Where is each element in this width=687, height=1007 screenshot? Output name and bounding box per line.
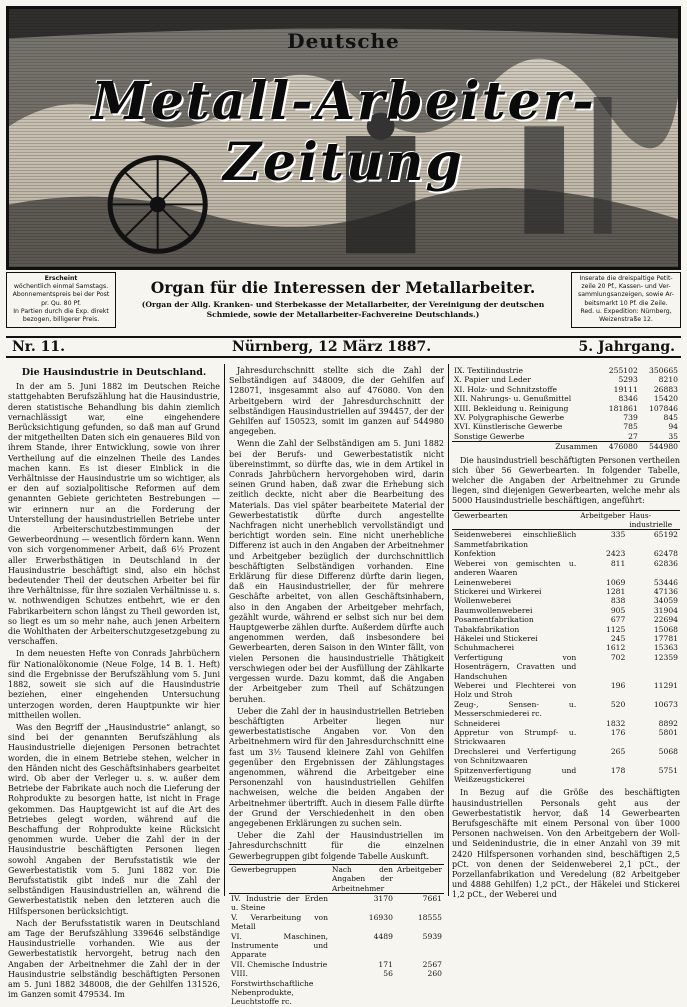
organ-title: Organ für die Interessen der Metallarbeiter. xyxy=(150,278,536,297)
table-cell: 905 xyxy=(610,605,626,615)
table-cell: 47136 xyxy=(653,586,678,596)
box-line: Red. u. Expedition: Nürnberg, xyxy=(580,307,672,315)
table-row xyxy=(452,413,680,422)
table-row xyxy=(452,596,680,605)
box-line: beitsmarkt 10 Pf. die Zeile. xyxy=(584,299,668,307)
industry-group-table xyxy=(229,864,444,1007)
issue-number: Nr. 11. xyxy=(12,339,65,355)
table-cell: 31904 xyxy=(653,605,678,615)
table-cell: 5068 xyxy=(658,746,678,756)
table-cell: 2423 xyxy=(605,549,626,559)
table-cell: 544980 xyxy=(640,442,680,452)
table-cell: 5939 xyxy=(422,931,442,941)
table-row xyxy=(229,932,444,960)
paragraph: In dem neuesten Hefte von Conrads Jahrbüchern für Nationalökonomie (Neue Folge, 14 B. 1. Heft) sind die Ergebnisse der Berufszählung vom 5. Juni 1882, soweit sie sich auf die Hausindustrie beziehen, einer eingehenden Untersuchung unterzogen worden, deren Hauptpunkte wir hier mittheilen wollen. xyxy=(8,649,220,720)
table-cell: 62836 xyxy=(653,558,678,568)
table-header: Haus-industrielle xyxy=(627,510,680,530)
table-row xyxy=(452,578,680,587)
issue-place-date: Nürnberg, 12 März 1887. xyxy=(232,339,432,355)
box-line: bezogen, billigerer Preis. xyxy=(22,316,100,324)
table-row xyxy=(452,530,680,549)
article-column-1 xyxy=(8,366,220,1000)
table-cell: Schneiderei xyxy=(454,718,501,728)
table-cell: Leinenweberei xyxy=(454,577,512,587)
table-row xyxy=(452,643,680,652)
industry-group-table-continued xyxy=(452,366,680,452)
table-row xyxy=(452,432,680,442)
box-line: In Partien durch die Exp. direkt xyxy=(13,307,109,315)
table-row xyxy=(452,559,680,578)
table-cell: 94 xyxy=(668,422,678,432)
article-column-3 xyxy=(452,366,680,900)
box-line: pr. Qu. 80 Pf. xyxy=(41,299,81,307)
table-row xyxy=(452,422,680,431)
table-cell: 62478 xyxy=(653,549,678,559)
table-cell: 15420 xyxy=(653,394,678,404)
paragraph: Wenn die Zahl der Selbständigen am 5. Juni 1882 bei der Berufs- und Gewerbestatistik nicht übereinstimmt, so dürfte das, wie in dem Artikel in Conrads Jahrbüchern hervorgehoben wird, darin seinen Grund haben, daß zwar die Erhebung sich zeitlich deckte, nicht aber die Bearbeitung des Materials. Das viel später bearbeitete Material der Gewerbestatistik dürfte durch angestellte Nachfragen nicht unerheblich vervollständigt und berichtigt worden sein. Eine nicht unerhebliche Differenz ist auch in den Angaben der Arbeitnehmer und Arbeitgeber bezüglich der durchschnittlich beschäftigten Selbständigen vorhanden. Eine Erklärung für diese Differenz dürfte darin liegen, daß ein Hausindustrieller, der für mehrere Geschäfte arbeitet, von allen Geschäftsinhabern, also in den Angaben der Arbeitgeber mehrfach, gezählt wurde, während er selbst sich nur bei dem Hauptgewerbe zählen durfte. Außerdem dürfte auch angenommen werden, daß insbesondere bei Gewerbearten, deren Saison in den Winter fällt, von vielen Personen die hausindustrielle Thätigkeit verschwiegen oder bei der Ausfüllung der Zählkarte vergessen wurde. Dazu kommt, daß die Angaben der Arbeitgeber zum Theil auf Schätzungen beruhen. xyxy=(229,439,444,704)
table-cell: 1069 xyxy=(605,577,626,587)
table-cell: X. Papier und Leder xyxy=(454,375,531,385)
table-cell: 53446 xyxy=(653,577,678,587)
table-row xyxy=(229,893,444,912)
table-cell: 677 xyxy=(610,615,626,625)
box-line: wöchentlich einmal Samstags. xyxy=(13,283,109,291)
table-row xyxy=(452,385,680,394)
table-cell: 255102 xyxy=(608,366,638,375)
table-cell: Konfektion xyxy=(454,549,496,559)
table-cell: 8892 xyxy=(658,718,678,728)
table-cell: 702 xyxy=(610,652,626,662)
table-row xyxy=(452,587,680,596)
table-header: Arbeitgeber xyxy=(395,864,444,893)
table-cell: 176 xyxy=(610,728,626,738)
table-cell: Seidenweberei einschließlich Sammetfabrikation xyxy=(454,530,577,549)
paragraph: Jahresdurchschnitt stellte sich die Zahl der Selbständigen auf 348009, die der Gehilfen auf 128071, insgesammt also auf 476080. Von den Arbeitgebern wird der Jahresdurchschnitt der selbständigen Hausindustriellen auf 394457, der der Gehilfen auf 150523, somit im ganzen auf 544980 angegeben. xyxy=(229,366,444,437)
table-cell: 22694 xyxy=(653,615,678,625)
paragraph: Ueber die Zahl der Hausindustriellen im Jahresdurchschnitt für die einzelnen Gewerbegruppen gibt folgende Tabelle Auskunft. xyxy=(229,831,444,861)
trade-types-table xyxy=(452,510,680,785)
table-sum-row xyxy=(452,442,680,452)
table-cell: Weberei von gemischten u. anderen Waaren xyxy=(454,558,577,578)
table-header: Gewerbearten xyxy=(452,510,578,530)
table-cell: 1125 xyxy=(605,624,626,634)
table-cell: 27 xyxy=(628,431,638,441)
table-cell: XV. Polygraphische Gewerbe xyxy=(454,413,565,423)
table-cell: 838 xyxy=(610,596,626,606)
table-row xyxy=(229,969,444,1007)
table-row xyxy=(452,747,680,766)
table-cell: 260 xyxy=(427,969,442,979)
table-row xyxy=(452,728,680,747)
column-rule xyxy=(224,364,225,896)
table-cell: XVI. Künstlerische Gewerbe xyxy=(454,422,563,432)
table-row xyxy=(452,719,680,728)
table-cell: XI. Holz- und Schnitzstoffe xyxy=(454,384,558,394)
table-cell: 19111 xyxy=(613,384,638,394)
table-cell: 16930 xyxy=(368,912,393,922)
table-cell: Verfertigung von Hosenträgern, Cravatten und Handschuhen xyxy=(454,652,577,681)
table-row xyxy=(452,615,680,624)
box-line: zeile 20 Pf., Kassen- und Ver- xyxy=(581,283,671,291)
table-cell: 5293 xyxy=(618,375,638,385)
box-line: Abonnementspreis bei der Post xyxy=(12,291,110,299)
table-cell: XIII. Bekleidung u. Reinigung xyxy=(454,403,569,413)
table-cell: Baumwollenweberei xyxy=(454,605,533,615)
subscription-box xyxy=(6,272,116,328)
table-row xyxy=(452,766,680,785)
table-cell: V. Verarbeitung von Metall xyxy=(231,912,329,932)
table-cell: Stickerei und Wirkerei xyxy=(454,586,542,596)
table-row xyxy=(452,625,680,634)
table-row xyxy=(452,366,680,375)
table-cell: 811 xyxy=(610,558,626,568)
table-cell: 15068 xyxy=(653,624,678,634)
table-cell: 8210 xyxy=(658,375,678,385)
table-row xyxy=(452,375,680,384)
table-cell: 1612 xyxy=(605,643,626,653)
paragraph: In Bezug auf die Größe des beschäftigten hausindustriellen Personals geht aus der Gewerbestatistik hervor, daß 14 Gewerbearten Berufsgeschäfte mit einem Personal von über 1000 Personen nachweisen. Von den Arbeitgebern der Woll- und Seidenindustrie, die in einer Anzahl von 39 mit 2420 Hilfspersonen vorhanden sind, beschäftigen 2,5 pCt. von denen der Seidenweberei 2,1 pCt., der Porzellanfabrikation und Veredelung (82 Arbeitgeber und 4888 Gehilfen) 1,2 pCt., der Häkelei und Stickerei 1,2 pCt., der Weberei und xyxy=(452,788,680,900)
table-cell: 8346 xyxy=(618,394,638,404)
table-cell: VII. Chemische Industrie xyxy=(231,959,328,969)
table-row xyxy=(452,634,680,643)
paragraph: Nach der Berufsstatistik waren in Deutschland am Tage der Berufszählung 339646 selbständige Hausindustrielle vorhanden. Wie aus der Gewerbestatistik hervorgeht, betrug nach den Angaben der Arbeitnehmer die Zahl der in der Hausindustrie selbständig beschäftigten Personen am 5. Juni 1882 348008, die der Gehilfen 131526, im Ganzen somit 479534. Im xyxy=(8,918,220,1000)
table-row xyxy=(452,681,680,700)
table-cell: 10673 xyxy=(653,699,678,709)
box-line: Weizenstraße 12. xyxy=(599,316,653,324)
table-cell: Posamentfabrikation xyxy=(454,615,534,625)
table-cell: 335 xyxy=(610,530,626,540)
table-cell: Appretur von Strumpf- u. Strickwaaren xyxy=(454,728,577,747)
table-cell: 178 xyxy=(610,765,626,775)
advert-rates-box xyxy=(571,272,681,328)
table-header: Nach den Angaben der Arbeitnehmer xyxy=(332,864,393,893)
table-cell: Weberei und Flechterei von Holz und Stroh xyxy=(454,680,577,700)
table-cell: Drechslerei und Verfertigung von Schnitzwaaren xyxy=(454,746,577,766)
masthead-illustration xyxy=(6,6,681,270)
table-cell: 785 xyxy=(623,422,638,432)
organ-subtitle: (Organ der Allg. Kranken- und Sterbekasse der Metallarbeiter, der Vereinigung der deutschen Schmiede, sowie der Metallarbeiter-Fachvereine Deutschlands.) xyxy=(141,300,545,319)
table-row xyxy=(452,549,680,558)
table-cell: 18555 xyxy=(417,912,442,922)
table-row xyxy=(452,404,680,413)
table-cell: 845 xyxy=(663,413,678,423)
table-row xyxy=(452,653,680,681)
table-cell: 26883 xyxy=(653,384,678,394)
issue-bar xyxy=(6,336,681,358)
table-cell: 65192 xyxy=(653,530,678,540)
table-cell: 2567 xyxy=(422,959,442,969)
table-cell: 181861 xyxy=(608,403,638,413)
table-header: Gewerbegruppen xyxy=(229,864,330,893)
table-cell: IV. Industrie der Erden u. Steine xyxy=(231,893,329,913)
table-row xyxy=(229,913,444,932)
paragraph: Was den Begriff der „Hausindustrie“ anlangt, so sind bei der genannten Berufszählung als Hausindustrielle diejenigen Personen betrachtet worden, die in einem Betriebe stehen, welcher in den Händen nicht des Geschäftsinhabers gearbeitet wird. Ob aber der Verleger u. s. w. außer dem Betriebe der Fabrikate auch noch die Lieferung der Rohprodukte zu besorgen hatte, ist nicht in Frage gekommen. Das Hauptgewicht ist auf die Art des Betriebes gelegt worden, während auf die Beschaffung der Rohprodukte keine Rücksicht genommen wurde. Ueber die Zahl der in der Hausindustrie beschäftigten Personen liegen sowohl Angaben der Berufsstatistik wie der Gewerbestatistik vom 5. Juni 1882 vor. Die Berufsstatistik gibt indeß nur die Zahl der selbständigen Hausindustriellen an, während die Gewerbestatistik neben den letzteren auch die Hilfspersonen berücksichtigt. xyxy=(8,722,220,916)
table-cell: 56 xyxy=(383,969,393,979)
table-header: Arbeitgeber xyxy=(578,510,627,530)
table-cell: 11291 xyxy=(653,680,678,690)
article-column-2 xyxy=(229,366,444,1007)
table-cell: 350665 xyxy=(649,366,678,375)
table-cell: 245 xyxy=(610,633,626,643)
subheader-row xyxy=(6,272,681,332)
table-cell: 1832 xyxy=(605,718,626,728)
table-cell: 476080 xyxy=(600,442,640,452)
table-cell: Häkelei und Stickerei xyxy=(454,633,538,643)
table-row xyxy=(452,394,680,403)
table-cell: 1281 xyxy=(605,586,626,596)
table-cell: 12359 xyxy=(653,652,678,662)
table-cell: 107846 xyxy=(649,403,678,413)
table-cell: IX. Textilindustrie xyxy=(454,366,523,375)
table-cell: VIII. Forstwirthschaftliche Nebenprodukte, Leuchtstoffe rc. xyxy=(231,969,314,1007)
table-cell: Sonstige Gewerbe xyxy=(454,431,525,441)
table-cell: 3170 xyxy=(373,893,393,903)
masthead-title: Metall-Arbeiter-Zeitung xyxy=(91,71,596,193)
table-cell: 196 xyxy=(610,680,626,690)
column-rule xyxy=(448,364,449,896)
box-line: Erscheint xyxy=(44,275,78,282)
table-cell: Schuhmacherei xyxy=(454,643,515,653)
article-title: Die Hausindustrie in Deutschland. xyxy=(21,367,207,378)
table-row xyxy=(452,700,680,719)
table-cell: 7661 xyxy=(422,893,442,903)
paragraph: Die hausindustriell beschäftigten Personen vertheilen sich über 56 Gewerbearten. In folgender Tabelle, welcher die Angaben der Arbeitnehmer zu Grunde liegen, sind diejenigen Gewerbearten, welche mehr als 5000 Hausindustrielle beschäftigen, angeführt: xyxy=(452,455,680,506)
table-cell: 171 xyxy=(378,959,393,969)
table-cell: VI. Maschinen, Instrumente und Apparate xyxy=(231,931,329,960)
table-cell: 4489 xyxy=(373,931,393,941)
table-cell: 34059 xyxy=(653,596,678,606)
table-cell: Zeug-, Sensen- u. Messerschmiederei rc. xyxy=(454,699,577,719)
issue-year: 5. Jahrgang. xyxy=(578,339,675,355)
table-cell: 5751 xyxy=(658,765,678,775)
paragraph: In der am 5. Juni 1882 im Deutschen Reiche stattgehabten Berufszählung hat die Hausindustrie, deren statistische Behandlung bis dahin ziemlich vernachlässigt war, eine eingehendere Berücksichtigung gefunden, so daß man auf Grund der mitgetheilten Daten sich ein genaueres Bild von ihrem Stande, ihrer Entwicklung, sowie von ihrer Vertheilung auf die einzelnen Theile des Landes machen kann. Es ist dieser Einblick in die Verhältnisse der Hausindustrie um so wichtiger, als er den auf sozialpolitische Reformen auf dem genannten Gebiete gerichteten Bestrebungen — wir erinnern nur an die Forderung der Unterstellung der hausindustriellen Betriebe unter die Arbeiterschutzbestimmungen der Gewerbeordnung — wesentlich fördern kann. Wenn von sich vorgenommener Arbeit, daß 6½ Prozent aller Erwerbsthätigen in Deutschland in der Hausindustrie beschäftigt sind, also ein höchst bedeutender Theil der deutschen Arbeiter bei für ihre Verhältnisse, für ihre sozialen Verhältnisse u. s. w. nothwendigen Schutzes entbehrt, wie er den Fabrikarbeitern schon längst zu Theil geworden ist, so liegt es um so mehr nahe, auch jenen Arbeitern die Wohlthaten der Arbeiterschutzgesetzgebung zu verschaffen. xyxy=(8,382,220,647)
table-cell: 520 xyxy=(610,699,626,709)
table-cell: Wollenweberei xyxy=(454,596,512,606)
paragraph: Ueber die Zahl der in hausindustriellen Betrieben beschäftigten Arbeiter liegen nur gewerbestatistische Angaben vor. Von den Arbeitnehmern wird für den Jahresdurchschnitt eine fast um 3½ Tausend kleinere Zahl von Gehilfen gegenüber den Ergebnissen der Zählungstages angenommen, während die Arbeitgeber eine Personenzahl von hausindustriellen Gehilfen nachweisen, welche die beiden Angaben der Arbeitnehmer übertrifft. Auch in diesem Falle dürfte der Grund der Verschiedenheit in den oben angegebenen Erklärungen zu suchen sein. xyxy=(229,706,444,828)
table-row xyxy=(452,606,680,615)
table-cell: 5801 xyxy=(658,728,678,738)
table-cell: Spitzenverfertigung und Weißzeugstickerei xyxy=(454,765,577,785)
table-cell: Zusammen xyxy=(452,442,600,452)
table-cell: Tabakfabrikation xyxy=(454,624,520,634)
table-cell: 35 xyxy=(668,431,678,441)
table-cell: 739 xyxy=(623,413,638,423)
table-cell: 15363 xyxy=(653,643,678,653)
box-line: sammlungsanzeigen, sowie Ar- xyxy=(577,291,675,299)
table-cell: 17781 xyxy=(653,633,678,643)
table-cell: 265 xyxy=(610,746,626,756)
table-row xyxy=(229,960,444,969)
box-line: Inserate die dreispaltige Petit- xyxy=(579,275,673,282)
table-cell: XII. Nahrungs- u. Genußmittel xyxy=(454,394,572,404)
masthead-top-word: Deutsche xyxy=(287,29,400,53)
